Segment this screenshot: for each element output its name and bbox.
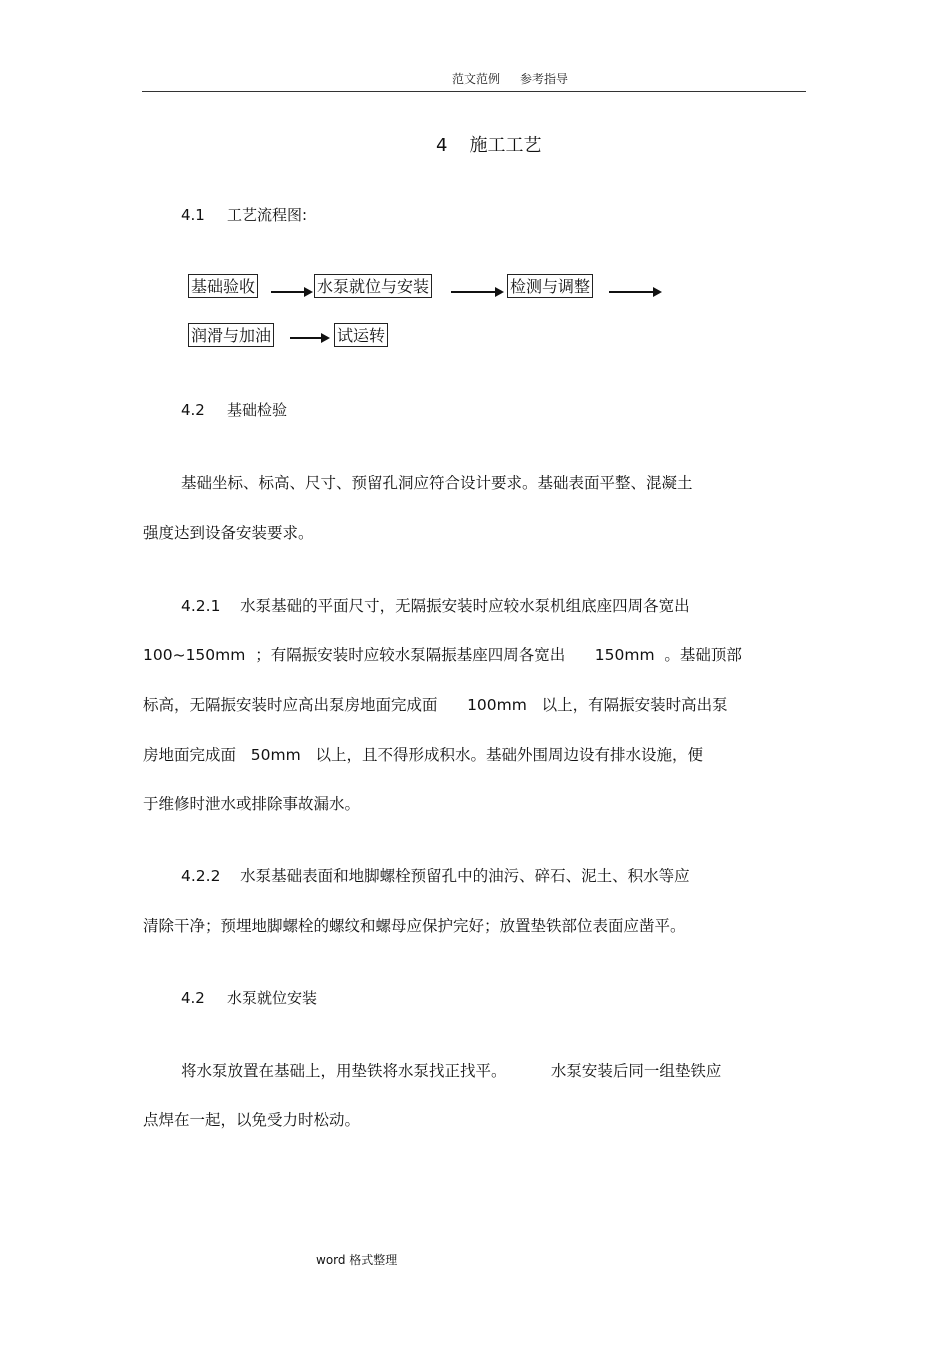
section-number: 4.1 [181, 206, 205, 224]
page-footer: word 格式整理 [316, 1253, 398, 1267]
header-left-text: 范文范例 [452, 72, 501, 86]
paragraph-line: 点焊在一起，以免受力时松动。 [143, 1111, 361, 1129]
flow-arrow [290, 337, 328, 339]
header-rule [142, 91, 806, 92]
page-header [452, 70, 568, 87]
flow-step-testing-adjustment: 检测与调整 [507, 274, 593, 298]
paragraph-line: 4.2.1 水泵基础的平面尺寸，无隔振安装时应较水泵机组底座四周各宽出 [181, 597, 690, 615]
flow-step-pump-installation: 水泵就位与安装 [314, 274, 432, 298]
section-4-2-install-heading [181, 987, 317, 1008]
flow-step-lubrication: 润滑与加油 [188, 323, 274, 347]
section-4-1-heading [181, 204, 307, 225]
chapter-title [436, 131, 541, 157]
paragraph-line: 房地面完成面 50mm 以上，且不得形成积水。基础外围周边设有排水设施，便 [143, 746, 703, 764]
paragraph-line: 基础坐标、标高、尺寸、预留孔洞应符合设计要求。基础表面平整、混凝土 [181, 474, 693, 492]
header-right-text: 参考指导 [520, 72, 569, 86]
section-title: 水泵就位安装 [227, 989, 318, 1007]
paragraph-line: 将水泵放置在基础上，用垫铁将水泵找正找平。 水泵安装后同一组垫铁应 [181, 1062, 722, 1080]
paragraph-line: 清除干净；预埋地脚螺栓的螺纹和螺母应保护完好；放置垫铁部位表面应凿平。 [143, 917, 686, 935]
flow-arrow [271, 291, 311, 293]
paragraph-line: 4.2.2 水泵基础表面和地脚螺栓预留孔中的油污、碎石、泥土、积水等应 [181, 867, 690, 885]
section-4-2-heading [181, 399, 287, 420]
flow-arrow [609, 291, 660, 293]
paragraph-line: 标高，无隔振安装时应高出泵房地面完成面 100mm 以上，有隔振安装时高出泵 [143, 696, 728, 714]
section-number: 4.2 [181, 401, 205, 419]
flow-step-trial-run: 试运转 [334, 323, 388, 347]
flow-arrow [451, 291, 502, 293]
chapter-number: 4 [436, 135, 448, 156]
flow-step-foundation-acceptance: 基础验收 [188, 274, 258, 298]
section-title: 基础检验 [227, 401, 288, 419]
paragraph-line: 于维修时泄水或排除事故漏水。 [143, 795, 361, 813]
paragraph-line: 100~150mm ；有隔振安装时应较水泵隔振基座四周各宽出 150mm 。基础顶部 [143, 646, 742, 664]
chapter-title-text: 施工工艺 [469, 135, 542, 156]
section-number: 4.2 [181, 989, 205, 1007]
section-title: 工艺流程图: [227, 206, 308, 224]
paragraph-line: 强度达到设备安装要求。 [143, 524, 314, 542]
